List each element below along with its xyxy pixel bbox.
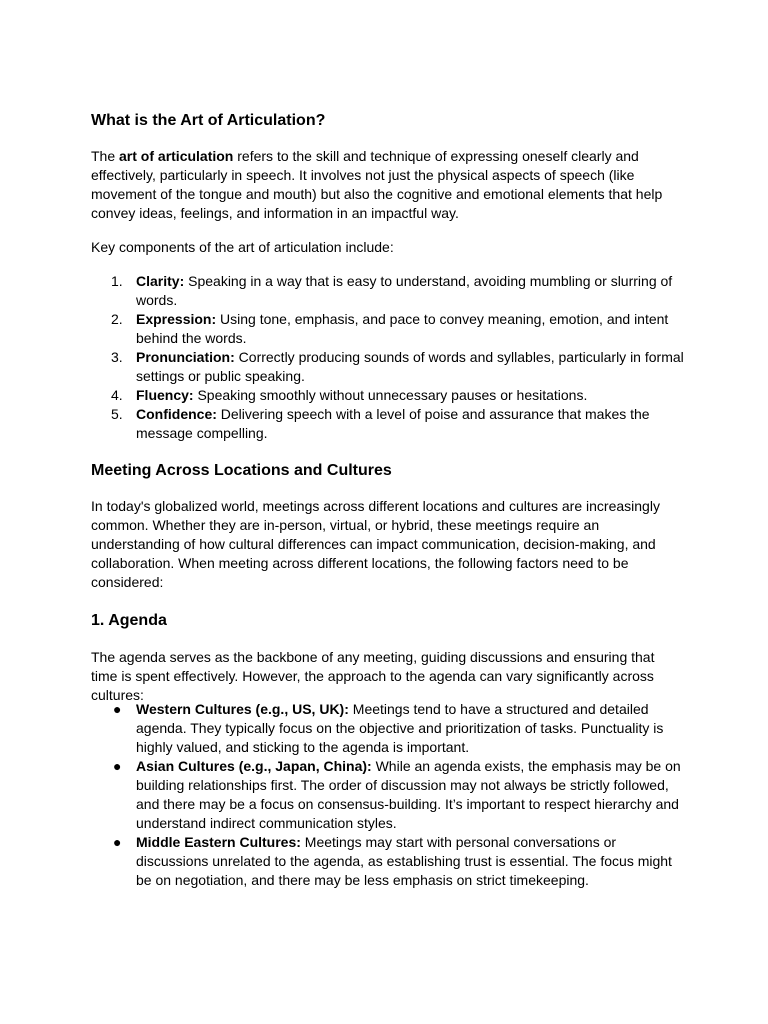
culture-term: Western Cultures (e.g., US, UK): [136, 701, 349, 717]
list-number: 3. [111, 349, 123, 365]
heading-meeting-across-cultures: Meeting Across Locations and Cultures [91, 462, 392, 479]
heading-agenda: 1. Agenda [91, 612, 167, 629]
list-number: 1. [111, 273, 123, 289]
culture-text: Meetings may start with personal conversations or discussions unrelated to the agenda, as establishing trust is essential. The focus might be on negotiation, and there may be less emphasis on strict timekeeping. [136, 834, 672, 888]
list-item [91, 272, 691, 310]
component-term: Expression: [136, 311, 217, 327]
list-item [91, 833, 691, 890]
list-item [91, 700, 691, 757]
component-text: Speaking smoothly without unnecessary pauses or hesitations. [193, 387, 588, 403]
component-text: Delivering speech with a level of poise and assurance that makes the message compelling. [136, 406, 650, 441]
list-item [91, 757, 691, 833]
culture-term: Asian Cultures (e.g., Japan, China): [136, 758, 372, 774]
culture-text: Meetings tend to have a structured and detailed agenda. They typically focus on the objective and prioritization of tasks. Punctuality is highly valued, and sticking to the agenda is important. [136, 701, 664, 755]
definition-term: art of articulation [119, 148, 234, 164]
definition-body: refers to the skill and technique of expressing oneself clearly and effectively, particularly in speech. It involves not just the physical aspects of speech (like movement of the tongue and mouth) but also the cognitive and emotional elements that help convey ideas, feelings, and information in an impactful way. [91, 148, 663, 221]
component-term: Confidence: [136, 406, 217, 422]
articulation-definition-paragraph [91, 147, 681, 223]
culture-term: Middle Eastern Cultures: [136, 834, 301, 850]
bullet-icon: ● [113, 834, 122, 850]
agenda-intro-paragraph: The agenda serves as the backbone of any meeting, guiding discussions and ensuring that time is spent effectively. However, the approach to the agenda can vary significantly across cultures: [91, 649, 655, 703]
component-term: Pronunciation: [136, 349, 235, 365]
component-text: Correctly producing sounds of words and syllables, particularly in formal settings or public speaking. [136, 349, 684, 384]
bullet-icon: ● [113, 758, 122, 774]
list-item [91, 386, 691, 405]
cultures-list [91, 700, 691, 890]
component-term: Fluency: [136, 387, 194, 403]
components-intro: Key components of the art of articulation include: [91, 239, 394, 255]
list-number: 2. [111, 311, 123, 327]
list-item [91, 405, 691, 443]
list-number: 4. [111, 387, 123, 403]
bullet-icon: ● [113, 701, 122, 717]
meeting-intro-paragraph: In today's globalized world, meetings across different locations and cultures are increasingly common. Whether they are in-person, virtual, or hybrid, these meetings require an understanding of how cultural differences can impact communication, decision-making, and collaboration. When meeting across different locations, the following factors need to be considered: [91, 498, 660, 590]
component-term: Clarity: [136, 273, 185, 289]
culture-text: While an agenda exists, the emphasis may be on building relationships first. The order of discussion may not always be strictly followed, and there may be a focus on consensus-building. It’s important to respect hierarchy and understand indirect communication styles. [136, 758, 681, 831]
component-text: Using tone, emphasis, and pace to convey meaning, emotion, and intent behind the words. [136, 311, 669, 346]
components-list [91, 272, 691, 443]
list-item [91, 310, 691, 348]
component-text: Speaking in a way that is easy to understand, avoiding mumbling or slurring of words. [136, 273, 673, 308]
list-number: 5. [111, 406, 123, 422]
heading-art-of-articulation: What is the Art of Articulation? [91, 112, 326, 129]
list-item [91, 348, 691, 386]
definition-lead: The [91, 148, 120, 164]
